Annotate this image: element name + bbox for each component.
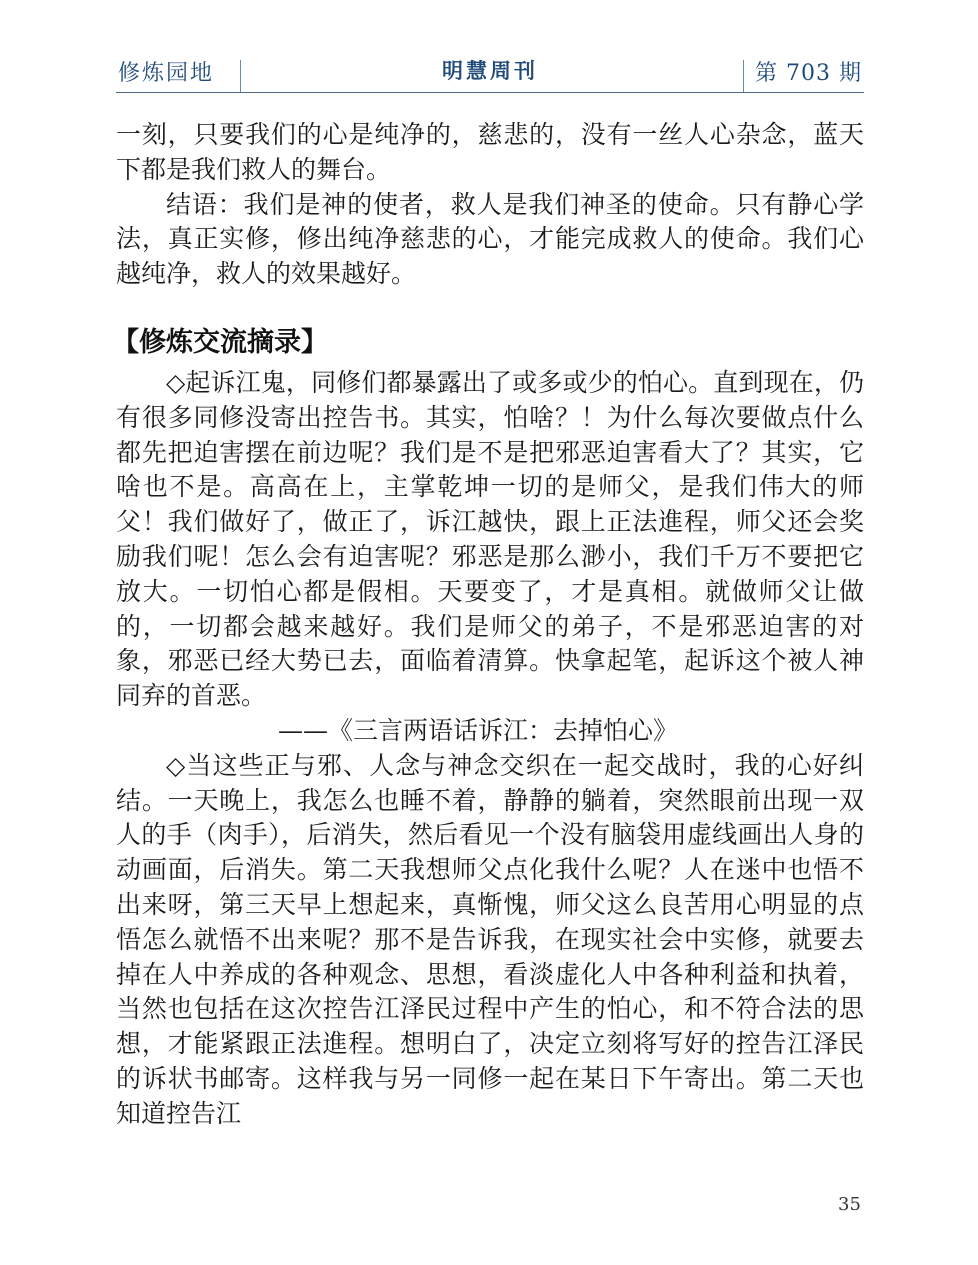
section-name: 修炼园地 (118, 61, 215, 86)
paragraph-conclusion: 结语：我们是神的使者，救人是我们神圣的使命。只有静心学法，真正实修，修出纯净慈悲的心，才能完成救人的使命。我们心越纯净，救人的效果越好。 (116, 189, 864, 289)
section-heading: 【修炼交流摘录】 (112, 326, 328, 358)
excerpt-source: ——《三言两语话诉江：去掉怕心》 (278, 715, 679, 745)
issue-number: 第 703 期 (755, 61, 862, 86)
excerpt-paragraph: ◇起诉江鬼，同修们都暴露出了或多或少的怕心。直到现在，仍有很多同修没寄出控告书。其实，怕啥？！为什么每次要做点什么都先把迫害摆在前边呢？我们是不是把邪恶迫害看大了？其实，它啥也不是。高高在上，主掌乾坤一切的是师父，是我们伟大的师父！我们做好了，做正了，诉江越快，跟上正法進程，师父还会奖励我们呢！怎么会有迫害呢？邪恶是那么渺小，我们千万不要把它放大。一切怕心都是假相。天要变了，才是真相。就做师父让做的，一切都会越来越好。我们是师父的弟子，不是邪恶迫害的对象，邪恶已经大势已去，面临着清算。快拿起笔，起诉这个被人神同弃的首恶。 (116, 367, 864, 711)
publication-title: 明慧周刊 (442, 59, 538, 83)
article-body (112, 118, 864, 1132)
page-header (116, 52, 864, 93)
header-divider-right (743, 60, 744, 92)
excerpt-paragraph: ◇当这些正与邪、人念与神念交织在一起交战时，我的心好纠结。一天晚上，我怎么也睡不着，静静的躺着，突然眼前出现一双人的手（肉手），后消失，然后看见一个没有脑袋用虚线画出人身的动画面，后消失。第二天我想师父点化我什么呢？人在迷中也悟不出来呀，第三天早上想起来，真惭愧，师父这么良苦用心明显的点悟怎么就悟不出来呢？那不是告诉我，在现实社会中实修，就要去掉在人中养成的各种观念、思想，看淡虚化人中各种利益和执着，当然也包括在这次控告江泽民过程中产生的怕心，和不符合法的思想，才能紧跟正法進程。想明白了，决定立刻将写好的控告江泽民的诉状书邮寄。这样我与另一同修一起在某日下午寄出。第二天也知道控告江 (116, 750, 864, 1128)
page-number: 35 (838, 1194, 861, 1215)
paragraph-continuation: 一刻，只要我们的心是纯净的，慈悲的，没有一丝人心杂念，蓝天下都是我们救人的舞台。 (116, 120, 864, 184)
